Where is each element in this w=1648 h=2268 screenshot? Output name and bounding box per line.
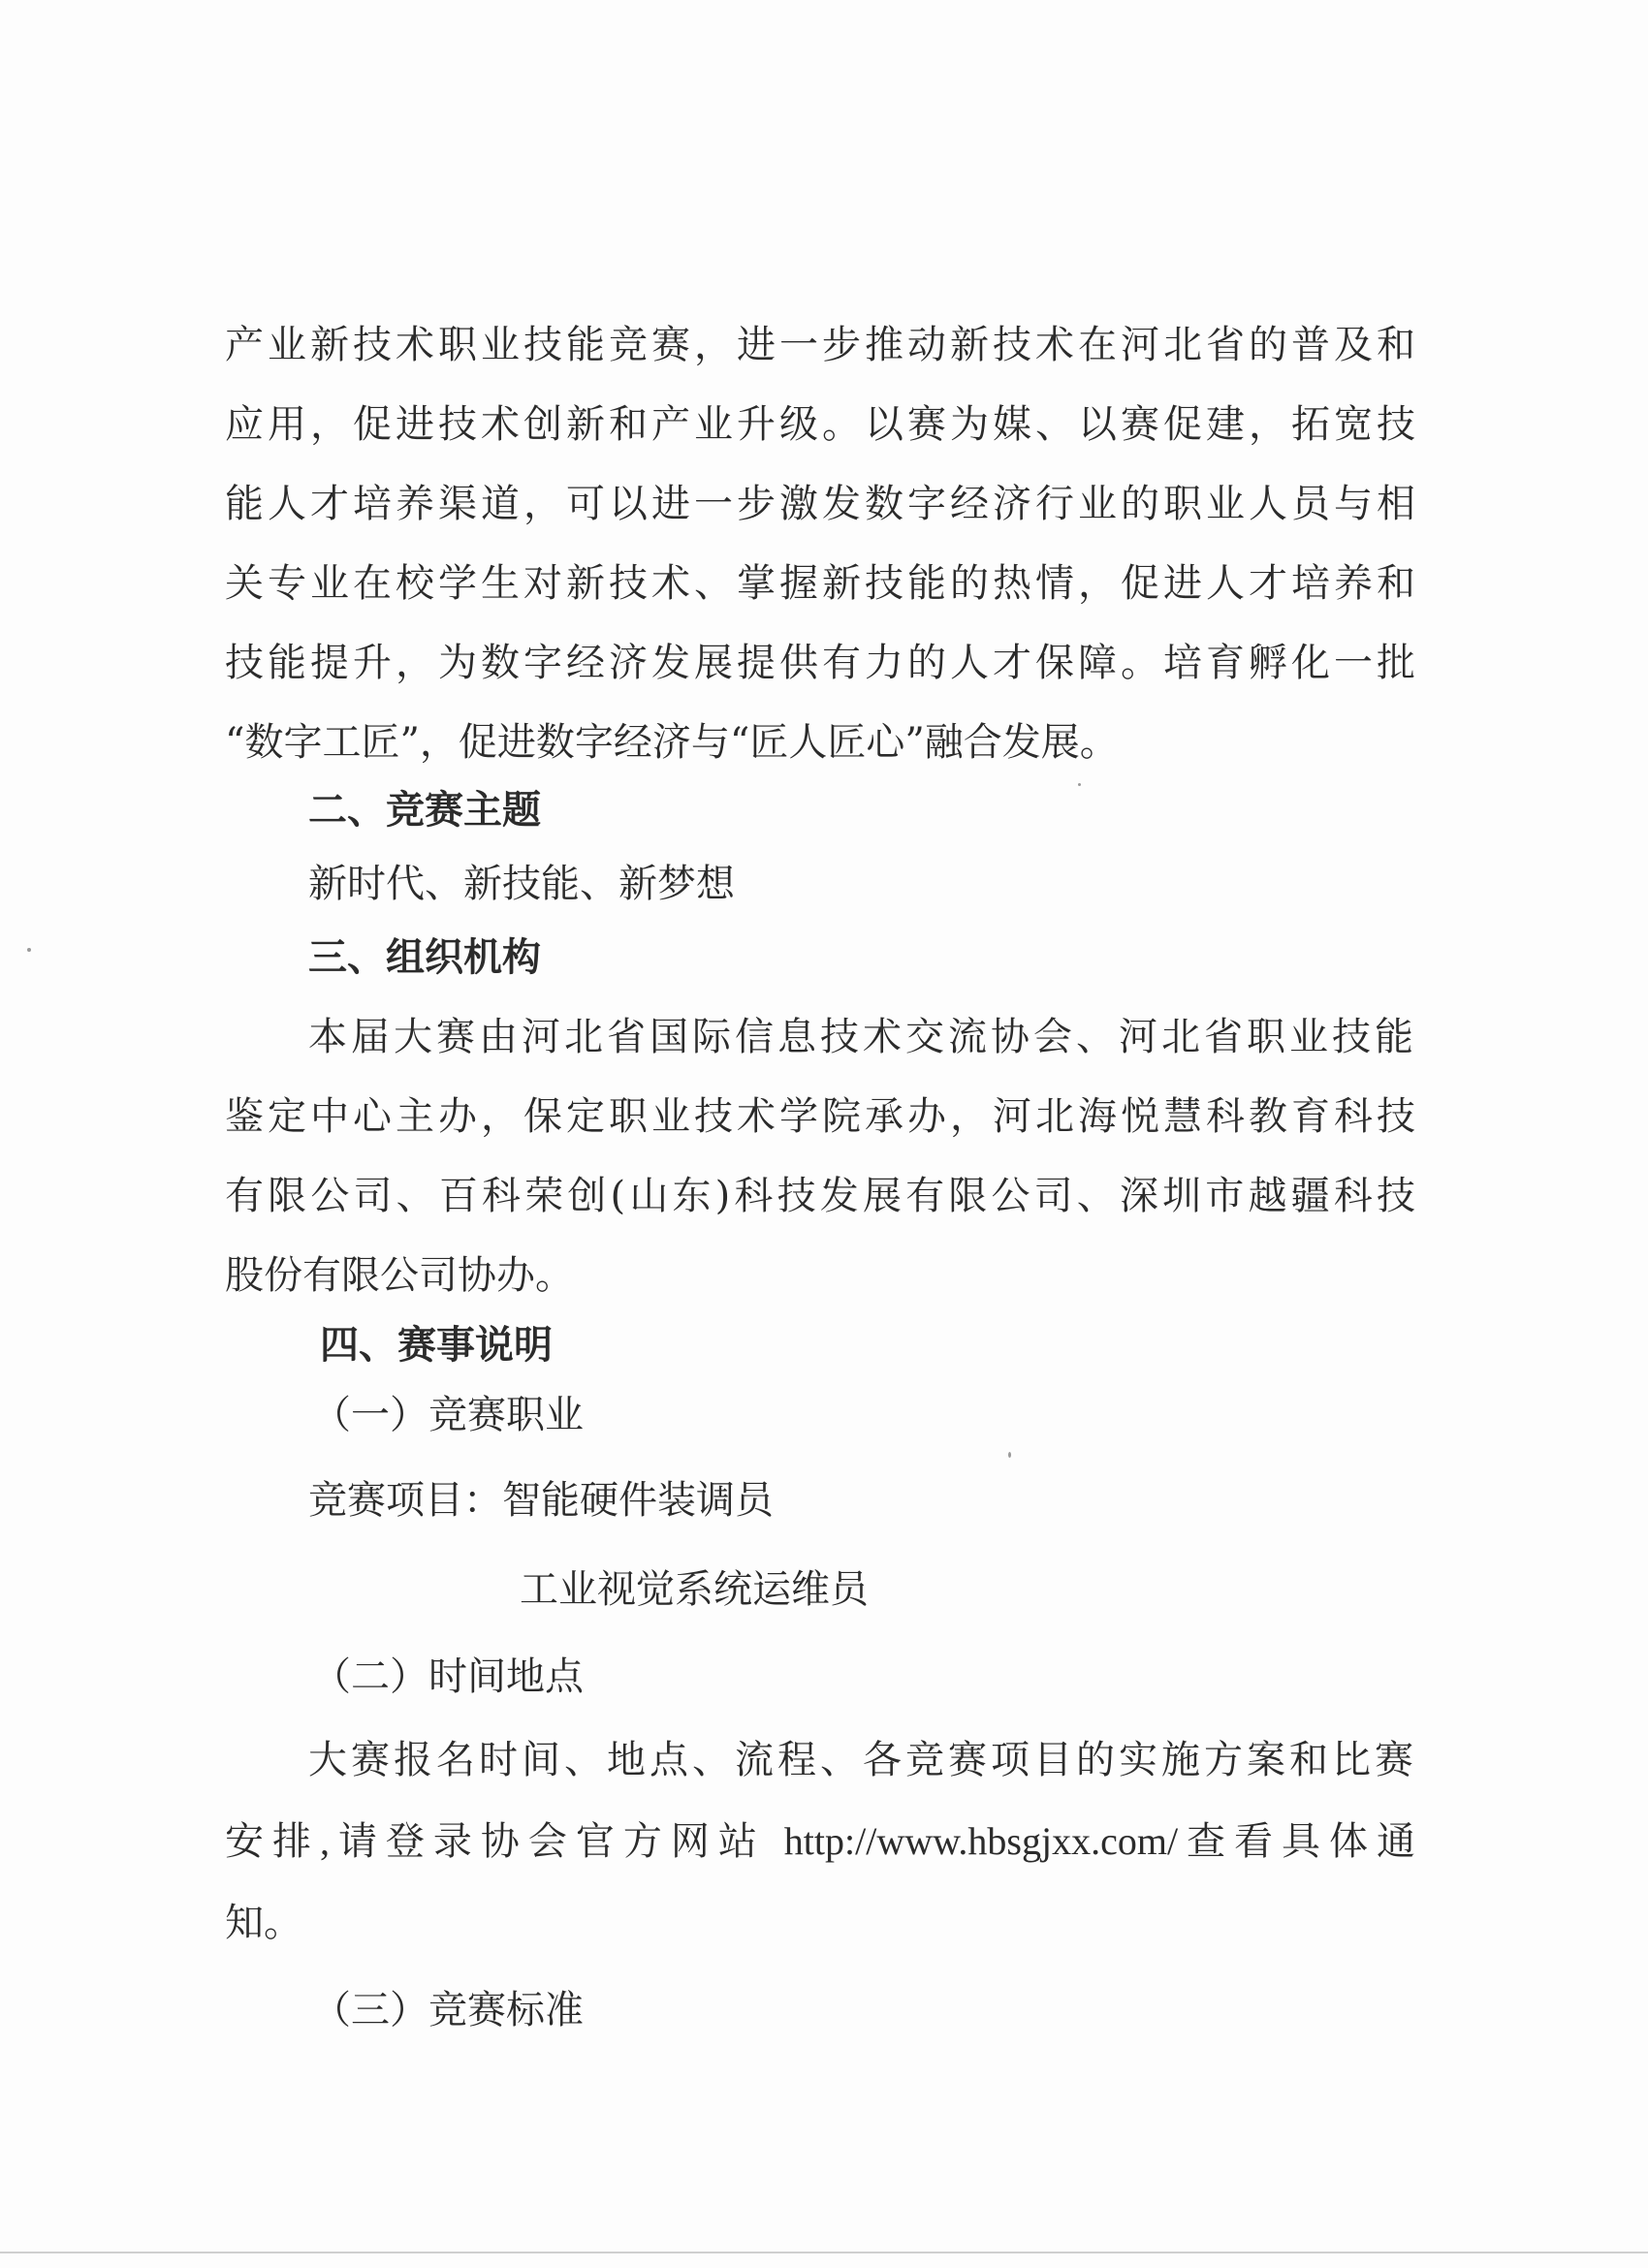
competition-project-second: 工业视觉系统运维员 — [520, 1567, 869, 1612]
paragraph-line: 安排,请登录协会官方网站 http://www.hbsgjxx.com/查看具体通 — [225, 1819, 1415, 1863]
scan-speck — [1008, 1452, 1011, 1458]
paragraph-line: “数字工匠”，促进数字经济与“匠人匠心”融合发展。 — [225, 720, 1119, 765]
paragraph-line: 本届大赛由河北省国际信息技术交流协会、河北省职业技能 — [308, 1015, 1413, 1059]
subsection-heading-time-place: （二）时间地点 — [312, 1654, 584, 1699]
paragraph-line: 有限公司、百科荣创(山东)科技发展有限公司、深圳市越疆科技 — [225, 1174, 1415, 1218]
paragraph-line: 能人才培养渠道，可以进一步激发数字经济行业的职业人员与相 — [225, 482, 1415, 526]
competition-projects: 竞赛项目：智能硬件装调员 — [308, 1478, 774, 1523]
subsection-heading-occupation: （一）竞赛职业 — [312, 1393, 584, 1437]
paragraph-line: 关专业在校学生对新技术、掌握新技能的热情，促进人才培养和 — [225, 561, 1415, 606]
section-heading-theme: 二、竞赛主题 — [308, 788, 541, 833]
paragraph-line: 鉴定中心主办，保定职业技术学院承办，河北海悦慧科教育科技 — [225, 1094, 1415, 1139]
paragraph-line: 知。 — [225, 1901, 302, 1945]
paragraph-line: 技能提升，为数字经济发展提供有力的人才保障。培育孵化一批 — [225, 641, 1415, 685]
page-edge — [0, 2252, 1648, 2253]
subsection-heading-standard: （三）竞赛标准 — [312, 1988, 584, 2032]
theme-text: 新时代、新技能、新梦想 — [308, 862, 735, 906]
section-heading-event: 四、赛事说明 — [320, 1323, 553, 1368]
section-heading-organization: 三、组织机构 — [308, 935, 541, 980]
paragraph-line: 产业新技术职业技能竞赛，进一步推动新技术在河北省的普及和 — [225, 323, 1415, 367]
paragraph-line: 股份有限公司协办。 — [225, 1253, 574, 1298]
paragraph-line: 应用，促进技术创新和产业升级。以赛为媒、以赛促建，拓宽技 — [225, 402, 1415, 447]
paragraph-line: 大赛报名时间、地点、流程、各竞赛项目的实施方案和比赛 — [308, 1738, 1413, 1782]
scan-speck — [1078, 783, 1081, 786]
scan-speck — [27, 948, 31, 952]
